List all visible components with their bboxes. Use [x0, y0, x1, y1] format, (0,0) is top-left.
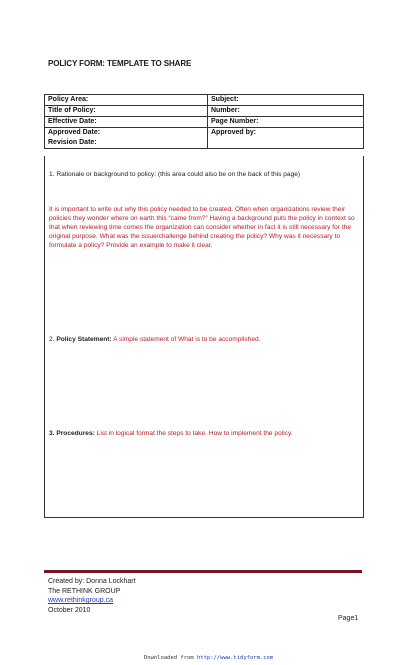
- procedures-section: [49, 429, 356, 438]
- download-text: Downloaded from: [144, 655, 194, 661]
- policy-info-table: [44, 94, 364, 149]
- created-by: Created by: Donna Lockhart: [48, 578, 136, 585]
- footer: [48, 577, 136, 615]
- policy-area-field[interactable]: Policy Area:: [45, 95, 208, 106]
- page-number: Page1: [338, 615, 359, 622]
- policy-statement-section: [49, 335, 356, 344]
- table-row: [45, 106, 364, 117]
- table-row: [45, 117, 364, 128]
- statement-heading: Policy Statement:: [56, 336, 112, 343]
- rationale-note: (this area could also be on the back of this page): [157, 171, 301, 178]
- effective-date-field[interactable]: Effective Date:: [45, 117, 208, 128]
- number-field[interactable]: Number:: [208, 106, 364, 117]
- title-of-policy-field[interactable]: Title of Policy:: [45, 106, 208, 117]
- footer-divider: [44, 570, 362, 573]
- rationale-section: [49, 170, 356, 179]
- approved-date-label: Approved Date:: [48, 129, 101, 136]
- subject-field[interactable]: Subject:: [208, 95, 364, 106]
- website-link[interactable]: www.rethinkgroup.ca: [48, 597, 113, 605]
- procedures-body: List in logical format the steps to take. How to implement the policy.: [96, 430, 293, 437]
- footer-date: October 2010: [48, 606, 91, 614]
- organization-name: The RETHINK GROUP: [48, 587, 121, 595]
- page-number-field[interactable]: Page Number:: [208, 117, 364, 128]
- table-row: [45, 95, 364, 106]
- statement-number: 2.: [49, 336, 55, 343]
- download-link[interactable]: http://www.tidyform.com: [196, 655, 274, 661]
- approved-revision-date-field[interactable]: [45, 128, 208, 149]
- approved-by-field[interactable]: Approved by:: [208, 128, 364, 149]
- revision-date-label: Revision Date:: [48, 138, 97, 146]
- rationale-heading: 1. Rationale or background to policy:: [49, 171, 157, 178]
- procedures-heading: 3. Procedures:: [49, 430, 95, 437]
- page-title: POLICY FORM: TEMPLATE TO SHARE: [48, 59, 192, 68]
- download-note: [144, 655, 273, 661]
- policy-content-box[interactable]: [44, 156, 364, 518]
- statement-body: A simple statement of What is to be accomplished.: [113, 336, 261, 343]
- table-row: [45, 128, 364, 149]
- rationale-body: It is important to write out why this policy needed to be created. Often when organizations review their policies they wonder where on earth this “came from?” Having a background puts the policy in context so that when reviewing time comes the organization can consider whether in fact it is still necessary for the original purpose. What was the issue/challenge behind creating the policy? Why was it necessary to formulate a policy? Provide an example to make it clear.: [49, 206, 355, 249]
